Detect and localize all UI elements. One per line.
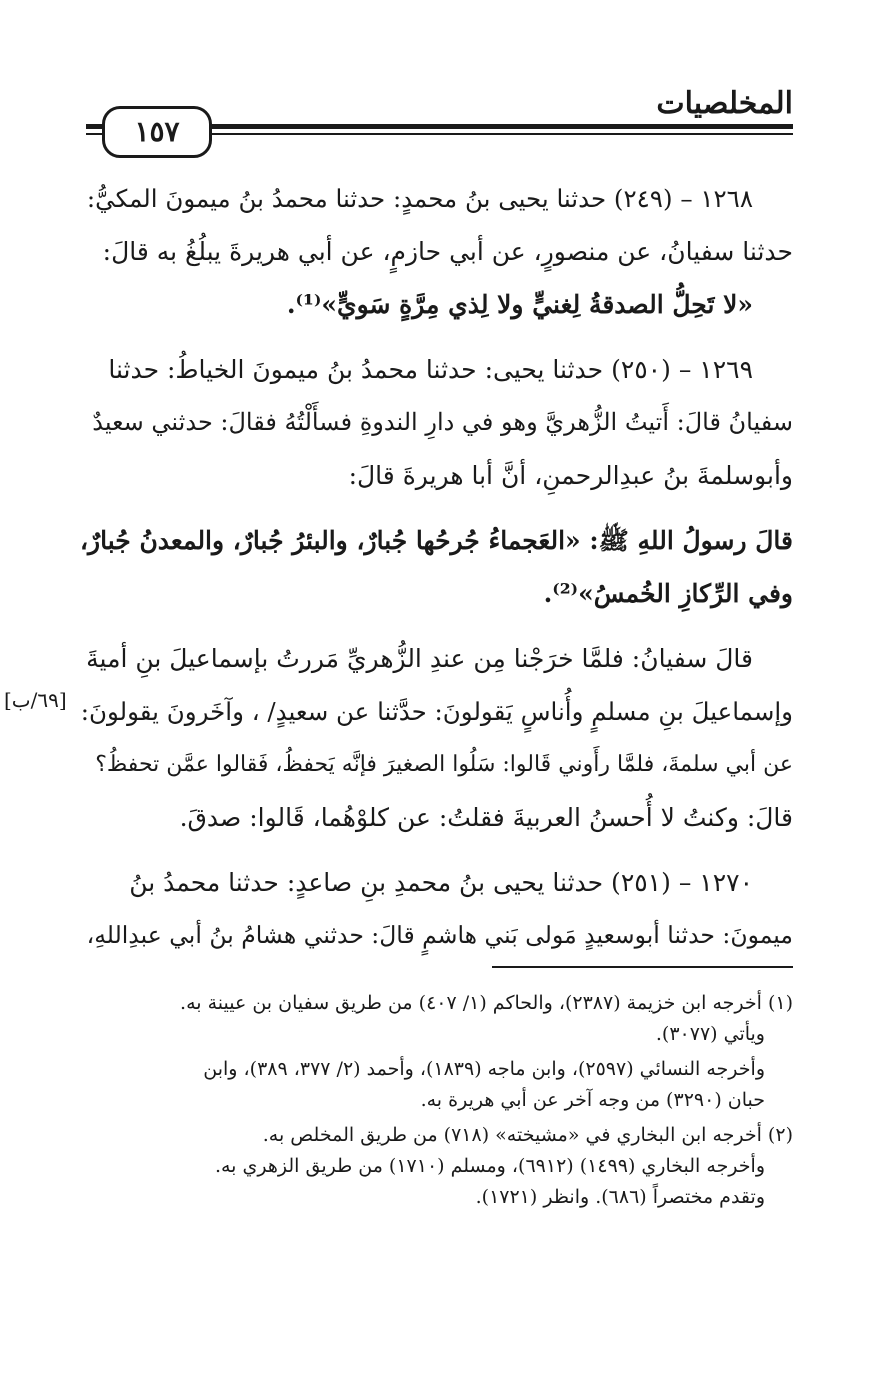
text-line: وإسماعيلَ بنِ مسلمٍ وأُناسٍ يَقولونَ: حدَّثنا عن سعيدٍ/ ، وآخَرونَ يقولونَ:	[80, 697, 793, 726]
text-line: ١٢٦٩ – (٢٥٠) حدثنا يحيى: حدثنا محمدُ بنُ ميمونَ الخياطُ: حدثنا	[108, 355, 753, 384]
footnotes	[80, 988, 793, 1217]
text-line: وأبوسلمةَ بنُ عبدِالرحمنِ، أنَّ أبا هريرةَ قالَ:	[348, 461, 793, 490]
hadith-1270	[80, 856, 793, 962]
manuscript-folio-note: [٦٩/ب]	[4, 688, 67, 712]
footnote-line: وأخرجه النسائي (٢٥٩٧)، وابن ماجه (١٨٣٩)، وأحمد (٢/ ٣٧٧، ٣٨٩)، وابن	[203, 1058, 765, 1080]
text-line: سفيانُ قالَ: أَتيتُ الزُّهريَّ وهو في دارِ الندوةِ فسأَلْتُهُ فقالَ: حدثني سعيدٌ	[92, 408, 793, 436]
footnote-line: (١) أخرجه ابن خزيمة (٢٣٨٧)، والحاكم (١/ ٤٠٧) من طريق سفيان بن عيينة به.	[180, 992, 793, 1014]
footnote-1	[80, 988, 793, 1050]
hadith-matn-1269	[80, 514, 793, 620]
text-line: حدثنا سفيانُ، عن منصورٍ، عن أبي حازمٍ، عن أبي هريرةَ يبلُغُ به قالَ:	[102, 237, 793, 266]
text-line: قالَ: وكنتُ لا أُحسنُ العربيةَ فقلتُ: عن كلوْهُما، قَالوا: صدقَ.	[179, 803, 793, 832]
running-header-title: المخلصيات	[656, 86, 793, 121]
text-line: عن أبي سلمةَ، فلمَّا رأَوني قَالوا: سَلُوا الصغيرَ فإنَّه يَحفظُ، فَقالوا عمَّن تحفظُ؟	[95, 752, 793, 777]
text-line: ميمونَ: حدثنا أبوسعيدٍ مَولى بَني هاشمٍ قالَ: حدثني هشامُ بنُ أبي عبدِاللهِ،	[86, 921, 793, 949]
hadith-1268	[80, 172, 793, 331]
footnote-2	[80, 1120, 793, 1213]
text-line: ١٢٧٠ – (٢٥١) حدثنا يحيى بنُ محمدِ بنِ صاعدٍ: حدثنا محمدُ بنُ	[129, 868, 753, 897]
text-line: قالَ سفيانُ: فلمَّا خرَجْنا مِن عندِ الزُّهريِّ مَررتُ بإسماعيلَ بنِ أميةَ	[86, 644, 753, 673]
page-number: ١٥٧	[102, 106, 212, 158]
hadith-matn: وفي الرِّكازِ الخُمسُ»⁽²⁾.	[543, 579, 793, 608]
hadith-1269	[80, 343, 793, 502]
footnote-separator	[492, 966, 793, 968]
footnote-line: ويأتي (٣٠٧٧).	[655, 1023, 765, 1045]
footnote-line: وتقدم مختصراً (٦٨٦). وانظر (١٧٢١).	[475, 1186, 765, 1208]
sufyan-narration	[80, 632, 793, 844]
footnote-1-continued	[80, 1054, 793, 1116]
main-text	[80, 172, 793, 974]
footnote-line: حبان (٣٢٩٠) من وجه آخر عن أبي هريرة به.	[420, 1089, 765, 1111]
hadith-matn: قالَ رسولُ اللهِ ﷺ: «العَجماءُ جُرحُها جُبارٌ، والبئرُ جُبارٌ، والمعدنُ جُبارٌ،	[79, 526, 793, 555]
text-line: ١٢٦٨ – (٢٤٩) حدثنا يحيى بنُ محمدٍ: حدثنا محمدُ بنُ ميمونَ المكيُّ:	[86, 184, 753, 213]
footnote-line: وأخرجه البخاري (١٤٩٩) (٦٩١٢)، ومسلم (١٧١٠) من طريق الزهري به.	[214, 1155, 765, 1177]
footnote-line: (٢) أخرجه ابن البخاري في «مشيخته» (٧١٨) من طريق المخلص به.	[262, 1124, 793, 1146]
hadith-matn: «لا تَحِلُّ الصدقةُ لِغنيٍّ ولا لِذي مِرَّةٍ سَويٍّ»⁽¹⁾.	[286, 290, 753, 319]
